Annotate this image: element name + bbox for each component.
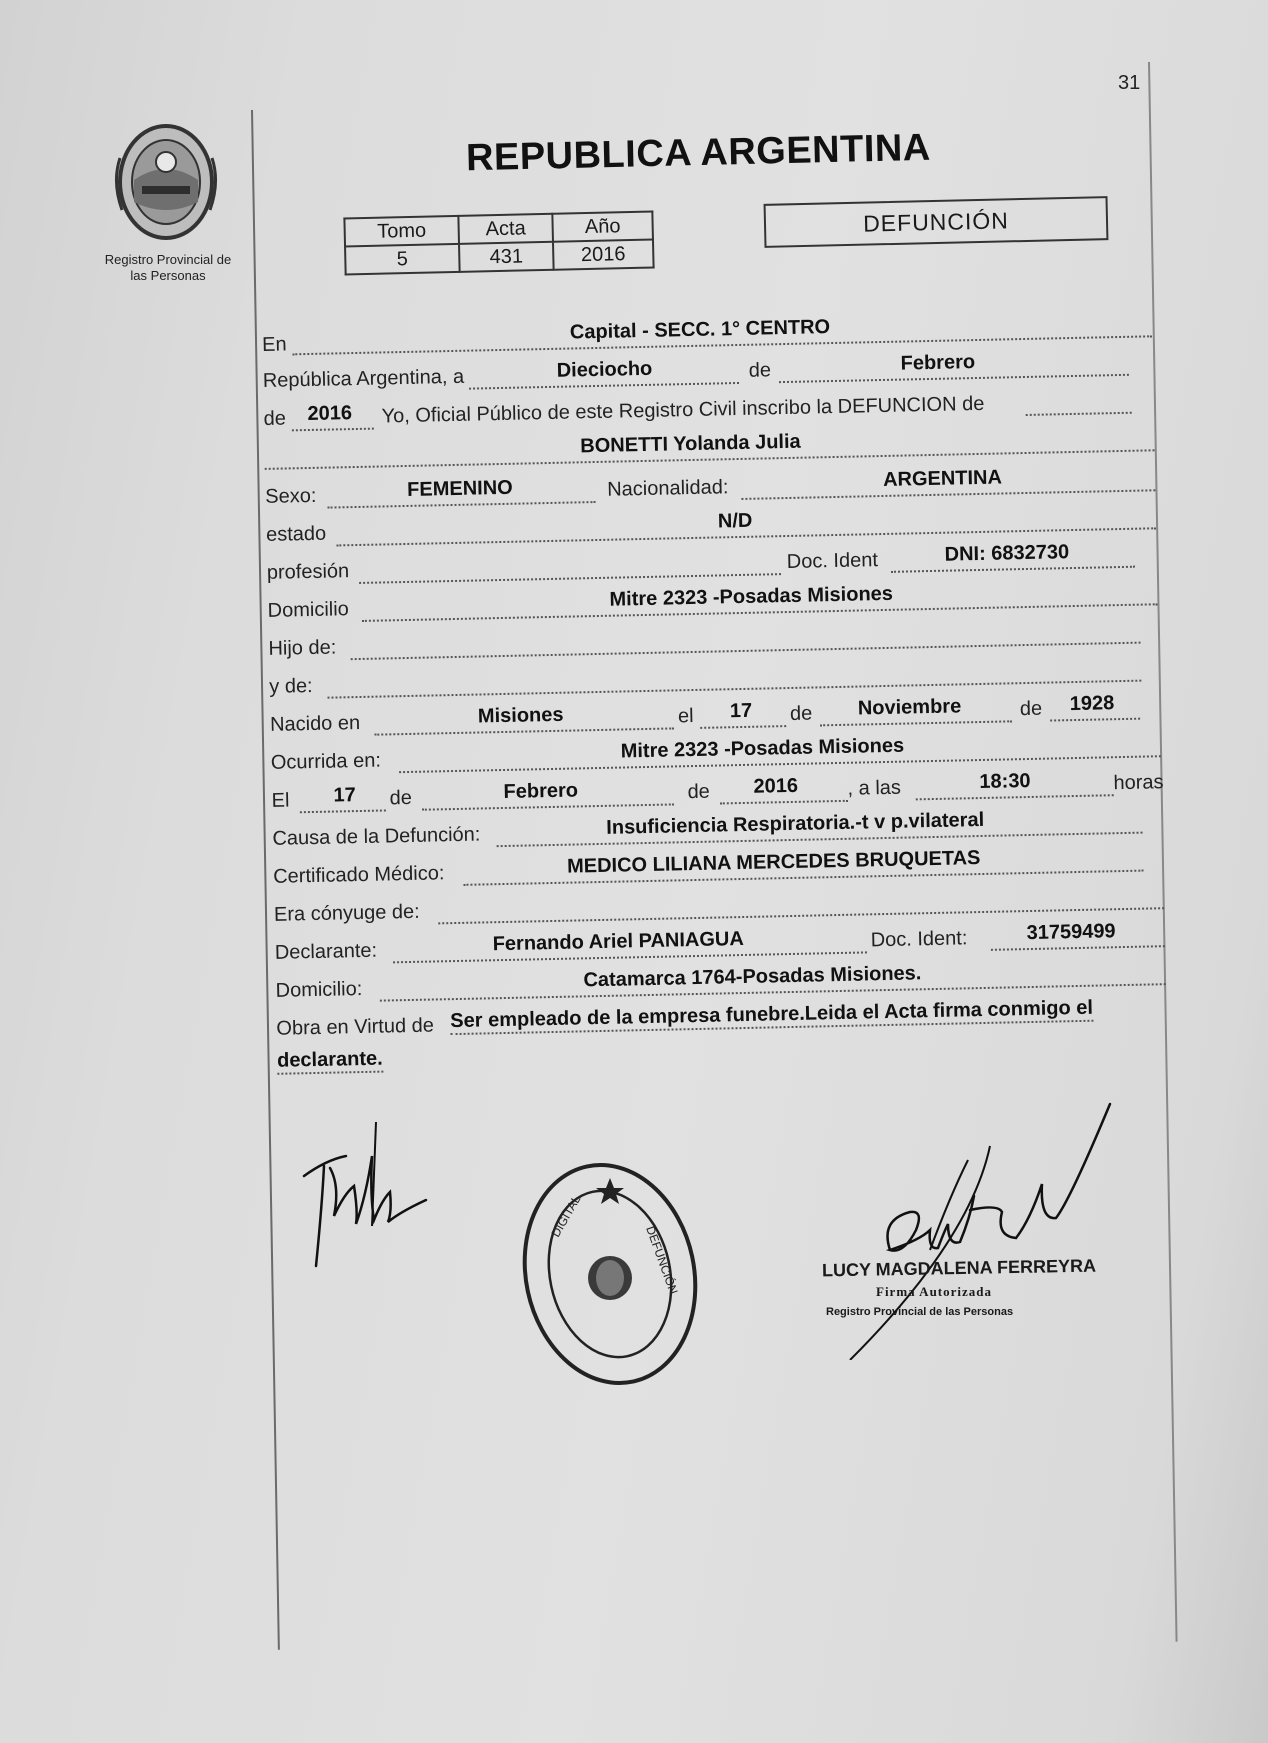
de-label-2: de	[263, 407, 287, 430]
document-type-box: DEFUNCIÓN	[764, 196, 1109, 248]
doc-ident2-value: 31759499	[1026, 920, 1116, 945]
birth-day-line	[700, 725, 786, 729]
page-title: REPUBLICA ARGENTINA	[465, 126, 932, 180]
day-value: Dieciocho	[556, 357, 653, 382]
svg-text:DEFUNCIÓN: DEFUNCIÓN	[643, 1224, 681, 1297]
de-label-3: de	[789, 702, 813, 725]
death-time: 18:30	[979, 769, 1031, 794]
death-day: 17	[333, 784, 357, 807]
causa-value: Insuficiencia Respiratoria.-t v p.vilateral	[606, 808, 985, 839]
value-tomo: 5	[345, 244, 460, 275]
birth-year-line	[1050, 718, 1140, 722]
doc-ident-line	[891, 566, 1135, 573]
republica-label: República Argentina, a	[262, 365, 465, 392]
nacido-value: Misiones	[477, 703, 564, 728]
de-label-1: de	[748, 359, 772, 382]
obra-value-1: Ser empleado de la empresa funebre.Leida el Acta firma conmigo el	[450, 997, 1093, 1035]
deceased-name: BONETTI Yolanda Julia	[580, 430, 801, 458]
officer-name: LUCY MAGDALENA FERREYRA	[821, 1255, 1097, 1281]
year-line	[292, 428, 374, 432]
declarante-value: Fernando Ariel PANIAGUA	[492, 928, 745, 956]
certificado-label: Certificado Médico:	[273, 862, 445, 888]
header-anio: Año	[552, 212, 653, 242]
nacionalidad-label: Nacionalidad:	[606, 476, 729, 501]
svg-text:DIGITAL: DIGITAL	[548, 1192, 584, 1240]
en-label: En	[261, 333, 287, 356]
domicilio-label: Domicilio	[267, 598, 350, 622]
official-stamp-icon	[518, 1158, 702, 1390]
birth-day: 17	[729, 699, 753, 723]
death-year: 2016	[753, 774, 799, 798]
death-day-line	[300, 809, 386, 813]
hijo-label: Hijo de:	[268, 636, 337, 660]
month-line	[779, 374, 1129, 383]
horas-label: horas	[1113, 771, 1164, 795]
nacionalidad-value: ARGENTINA	[882, 466, 1003, 491]
doc-ident-value: DNI: 6832730	[944, 541, 1070, 566]
officer-registry: Registro Provincial de las Personas	[826, 1306, 1014, 1318]
sexo-label: Sexo:	[265, 484, 317, 508]
profesion-line	[359, 573, 781, 584]
header-tomo: Tomo	[344, 216, 459, 247]
de-label-5: de	[389, 786, 413, 810]
ocurrida-label: Ocurrida en:	[270, 749, 382, 774]
de-label-6: de	[687, 780, 711, 804]
header-acta: Acta	[458, 214, 553, 244]
causa-label: Causa de la Defunción:	[272, 823, 481, 850]
officer-signature	[820, 1100, 1120, 1360]
declarant-signature	[296, 1116, 436, 1276]
page-number: 31	[1118, 72, 1141, 94]
nacionalidad-line	[741, 489, 1155, 500]
officer-role: Firma Autorizada	[876, 1284, 993, 1299]
year-value: 2016	[307, 402, 353, 426]
declarante-label: Declarante:	[274, 939, 378, 964]
death-year-line	[720, 800, 848, 805]
sexo-value: FEMENINO	[406, 476, 513, 501]
estado-label: estado	[265, 522, 327, 546]
estado-value: N/D	[717, 509, 753, 533]
en-value: Capital - SECC. 1° CENTRO	[569, 316, 831, 344]
month-value: Febrero	[900, 351, 976, 375]
yde-line	[327, 680, 1141, 699]
oficial-text: Yo, Oficial Público de este Registro Civil inscribo la DEFUNCION de	[381, 392, 985, 428]
de-label-4: de	[1019, 697, 1043, 721]
birth-year: 1928	[1069, 692, 1115, 716]
doc-ident2-line	[991, 945, 1165, 951]
domicilio2-value: Catamarca 1764-Posadas Misiones.	[583, 962, 922, 992]
death-month: Febrero	[503, 779, 579, 803]
value-acta: 431	[459, 242, 554, 272]
value-anio: 2016	[553, 240, 654, 270]
birth-month: Noviembre	[857, 695, 962, 720]
conyuge-label: Era cónyuge de:	[273, 900, 420, 926]
ocurrida-value: Mitre 2323 -Posadas Misiones	[620, 734, 905, 763]
sexo-line	[328, 501, 596, 509]
domicilio-value: Mitre 2323 -Posadas Misiones	[609, 582, 894, 611]
obra-value-2: declarante.	[277, 1048, 383, 1075]
nacido-line	[374, 727, 674, 735]
day-line	[469, 382, 739, 390]
hijo-line	[351, 642, 1141, 661]
obra-label: Obra en Virtud de	[276, 1014, 435, 1040]
el2-label: El	[271, 789, 290, 812]
death-time-line	[916, 794, 1114, 800]
domicilio2-label: Domicilio:	[275, 978, 363, 1002]
certificado-value: MEDICO LILIANA MERCEDES BRUQUETAS	[566, 847, 981, 878]
alas-label: , a las	[847, 776, 902, 800]
birth-month-line	[820, 720, 1012, 726]
doc-ident-label: Doc. Ident	[786, 549, 879, 574]
el-label: el	[677, 705, 694, 728]
nacido-label: Nacido en	[269, 711, 361, 736]
doc-ident2-label: Doc. Ident:	[870, 927, 968, 952]
yde-label: y de:	[269, 674, 313, 698]
registry-name: Registro Provincial de las Personas	[104, 252, 232, 283]
profesion-label: profesión	[266, 560, 350, 584]
oficial-line	[1026, 412, 1132, 416]
death-month-line	[422, 803, 674, 810]
